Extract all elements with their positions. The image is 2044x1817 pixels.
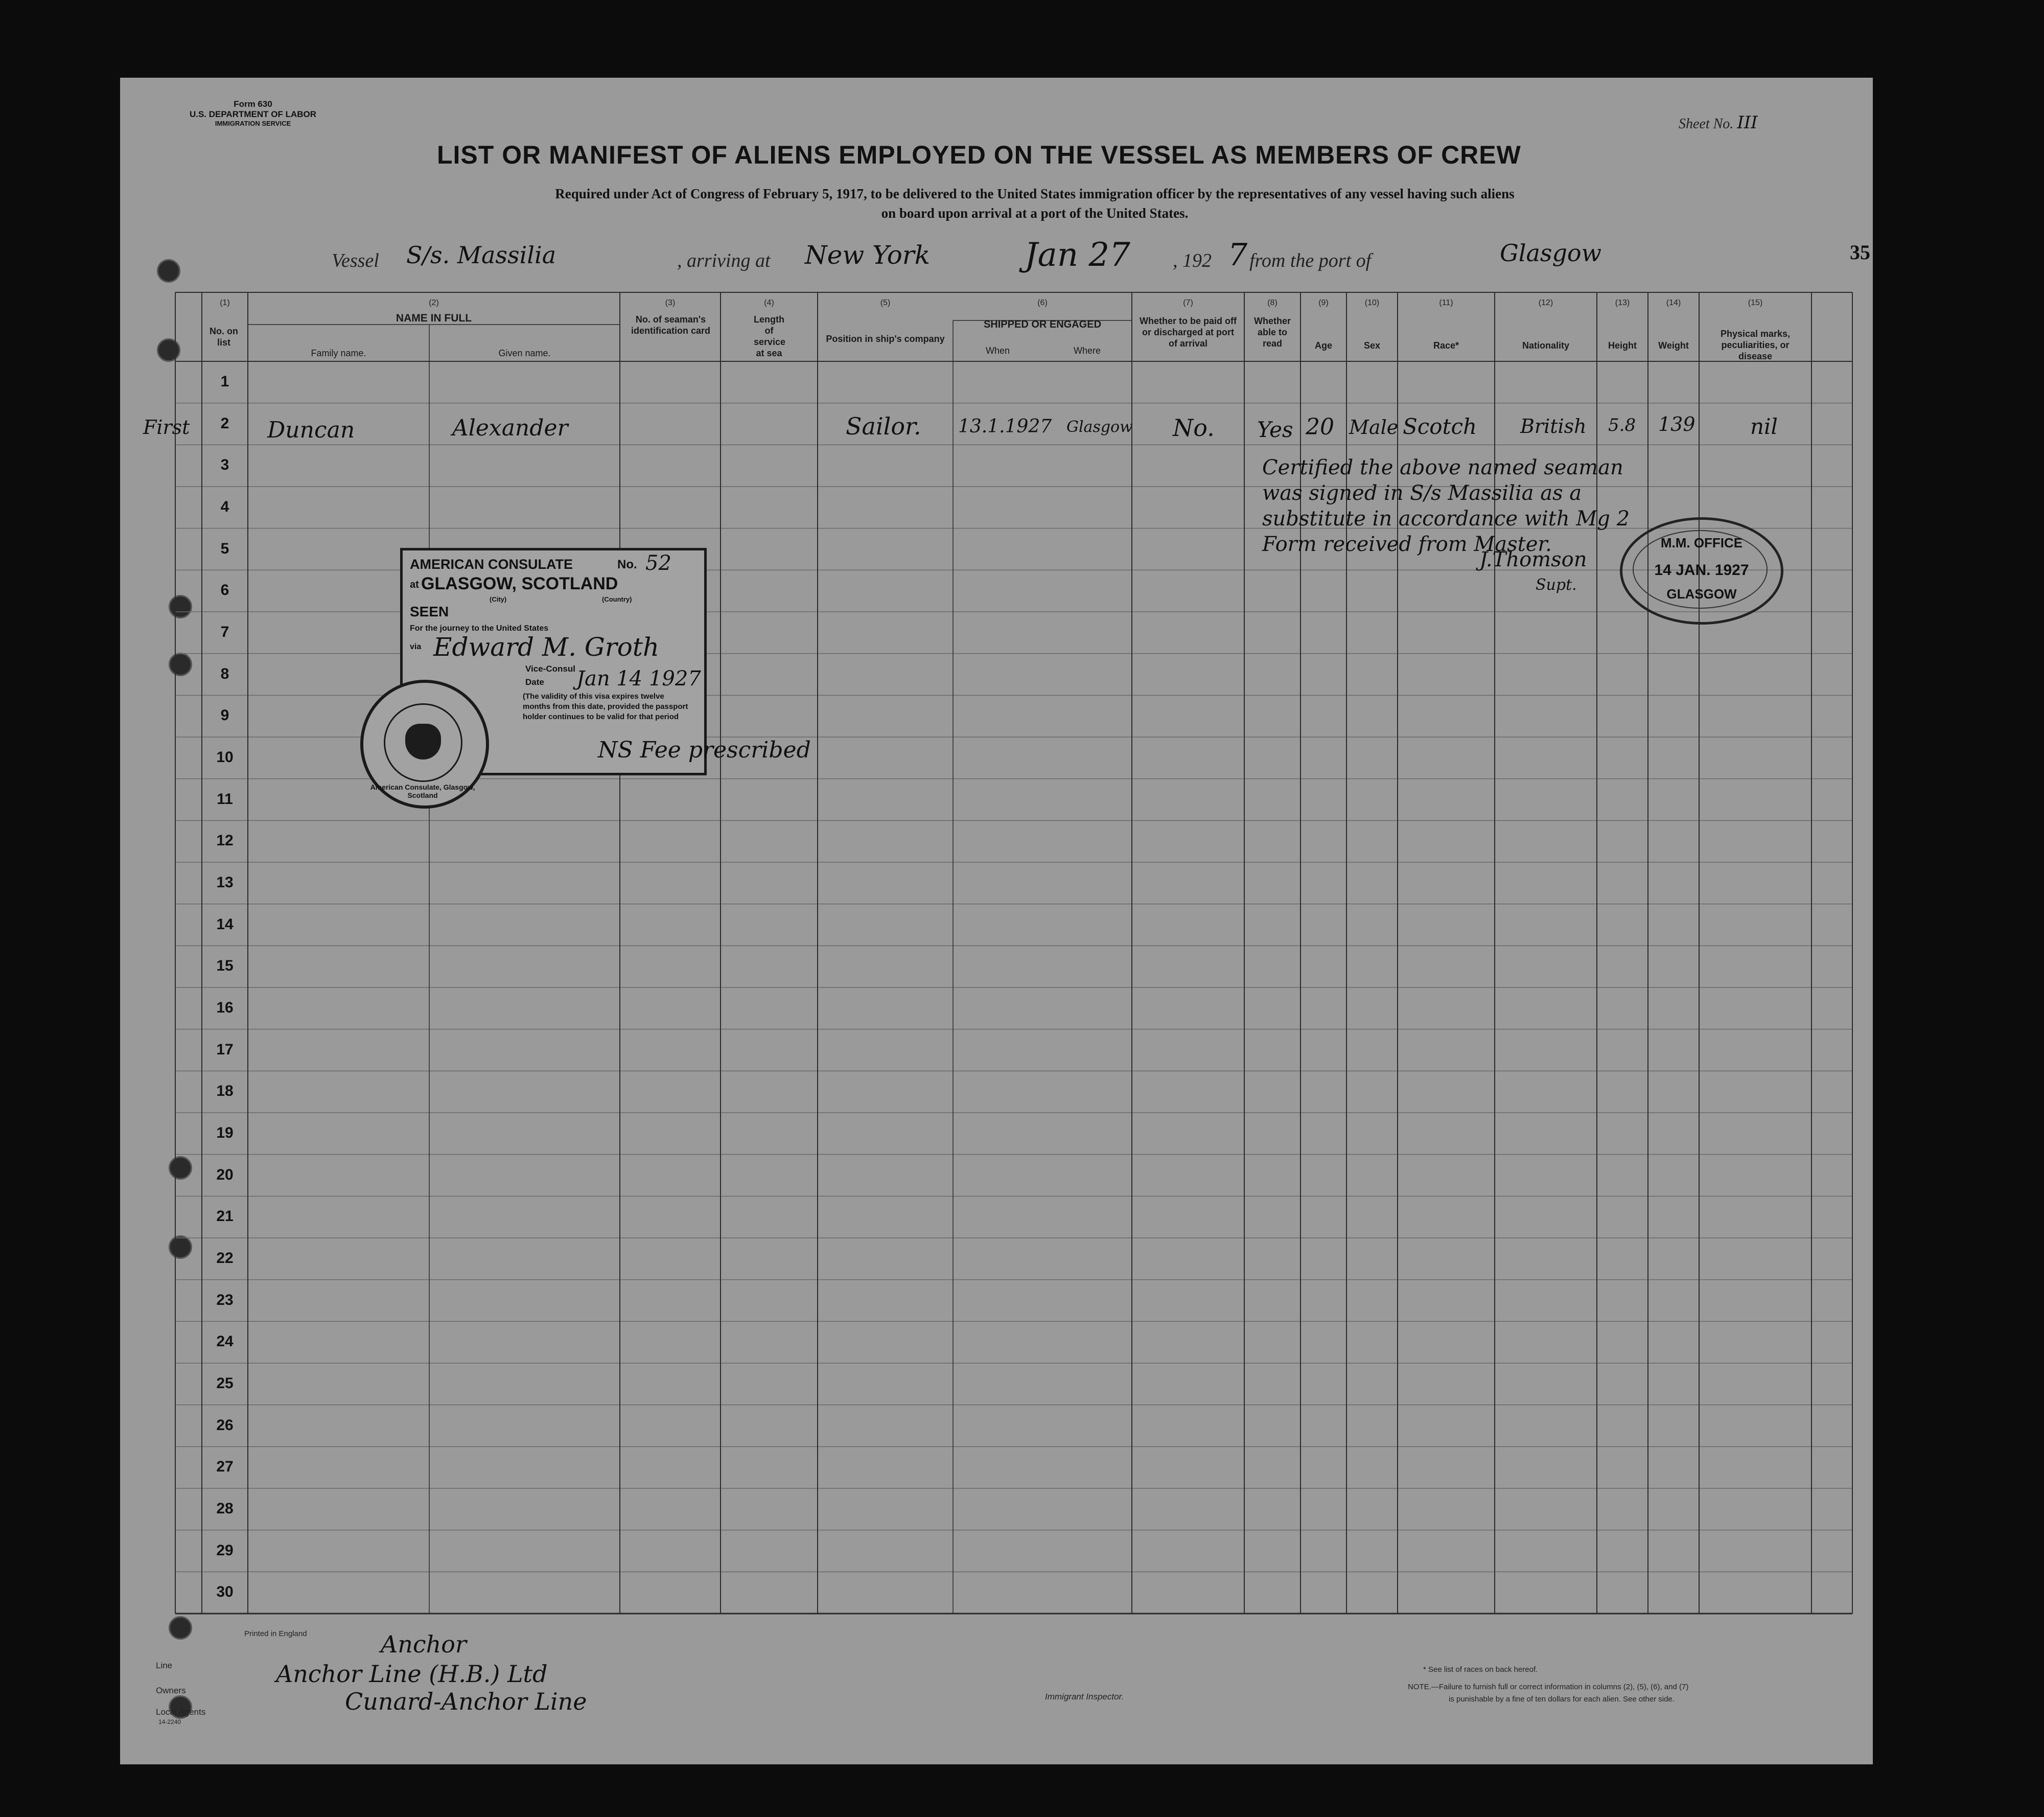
oval-stamp-top: M.M. OFFICE bbox=[1660, 535, 1743, 550]
row-number: 10 bbox=[216, 748, 234, 766]
consulate-seal bbox=[360, 680, 489, 809]
col-header-nationality: Nationality bbox=[1522, 340, 1569, 351]
row-number: 15 bbox=[216, 957, 234, 975]
col-num-3: (3) bbox=[665, 298, 676, 307]
consulate-seen: SEEN bbox=[410, 604, 449, 619]
row-number: 14 bbox=[216, 915, 234, 933]
row-number: 19 bbox=[216, 1124, 234, 1141]
manifest-table-grid bbox=[120, 78, 1873, 1764]
consulate-journey: For the journey to the United States bbox=[410, 624, 549, 633]
entry-age: 20 bbox=[1306, 414, 1334, 440]
row-number: 20 bbox=[216, 1166, 234, 1183]
line-label: Line bbox=[156, 1661, 173, 1670]
col-header-name: NAME IN FULL bbox=[396, 312, 472, 324]
col-num-7: (7) bbox=[1183, 298, 1193, 307]
row-number: 22 bbox=[216, 1249, 234, 1267]
row-number: 21 bbox=[216, 1208, 234, 1225]
certification-note: Certified the above named seaman was signed in S/s Massilia as a substitute in accordance with Mg 2 Form received from Master. bbox=[1262, 456, 1630, 556]
year-value: 7 bbox=[1228, 237, 1248, 273]
races-note: * See list of races on back hereof. bbox=[1423, 1665, 1538, 1674]
col-header-race: Race* bbox=[1433, 340, 1459, 351]
arrival-date: Jan 27 bbox=[1025, 236, 1130, 274]
row-number: 18 bbox=[216, 1083, 234, 1100]
entry-given-name: Alexander bbox=[452, 415, 568, 441]
col-num-13: (13) bbox=[1615, 298, 1630, 307]
arriving-label: , arriving at bbox=[677, 250, 771, 271]
col-header-age: Age bbox=[1314, 340, 1332, 351]
col-num-2: (2) bbox=[429, 298, 439, 307]
entry-race: Scotch bbox=[1403, 414, 1477, 439]
agents-value: Cunard-Anchor Line bbox=[345, 1688, 587, 1715]
col-num-11: (11) bbox=[1439, 298, 1453, 307]
col-header-sex: Sex bbox=[1363, 340, 1381, 351]
col-header-read: Whether able to read bbox=[1254, 316, 1291, 349]
col-num-15: (15) bbox=[1748, 298, 1763, 307]
superintendent-signature: J.Thomson bbox=[1479, 548, 1587, 571]
row-number: 29 bbox=[216, 1542, 234, 1559]
line-value: Anchor bbox=[381, 1630, 467, 1658]
entry-read: Yes bbox=[1257, 417, 1293, 442]
row-number: 27 bbox=[216, 1458, 234, 1476]
row-number: 5 bbox=[220, 540, 229, 557]
row-number: 23 bbox=[216, 1291, 234, 1308]
arrival-port: New York bbox=[805, 240, 930, 270]
row-number: 25 bbox=[216, 1374, 234, 1392]
row-number: 24 bbox=[216, 1333, 234, 1350]
year-prefix: , 192 bbox=[1173, 250, 1212, 271]
oval-stamp-bottom: GLASGOW bbox=[1666, 586, 1737, 602]
sheet-number: Sheet No. III bbox=[1679, 112, 1758, 133]
vice-consul-label: Vice-Consul bbox=[525, 664, 575, 674]
col-header-id-card: No. of seaman's identification card bbox=[631, 314, 711, 336]
vice-consul-signature: Edward M. Groth bbox=[433, 632, 660, 662]
col-num-1: (1) bbox=[220, 298, 230, 307]
agents-label: Local Agents bbox=[156, 1707, 206, 1717]
col-num-14: (14) bbox=[1666, 298, 1681, 307]
row-number: 2 bbox=[220, 415, 229, 432]
entry-paid-off: No. bbox=[1173, 414, 1215, 442]
vessel-name: S/s. Massilia bbox=[406, 241, 556, 269]
departure-port: Glasgow bbox=[1500, 239, 1602, 267]
manifest-sheet bbox=[120, 78, 1873, 1764]
page-number: 35 bbox=[1850, 241, 1870, 264]
row-number: 3 bbox=[220, 456, 229, 474]
col-num-6: (6) bbox=[1037, 298, 1048, 307]
sub-header-family: Family name. bbox=[311, 348, 366, 358]
col-header-weight: Weight bbox=[1658, 340, 1689, 351]
col-num-9: (9) bbox=[1318, 298, 1329, 307]
col-num-4: (4) bbox=[764, 298, 774, 307]
col-header-position: Position in ship's company bbox=[826, 334, 945, 344]
note-line-1: NOTE.—Failure to furnish full or correct information in columns (2), (5), (6), and (7) bbox=[1408, 1683, 1689, 1691]
form-code: 14-2240 bbox=[158, 1718, 181, 1726]
consulate-date-value: Jan 14 1927 bbox=[576, 667, 701, 691]
immigrant-inspector: Immigrant Inspector. bbox=[1045, 1692, 1124, 1701]
consulate-city: GLASGOW, SCOTLAND bbox=[421, 574, 618, 593]
page-title: LIST OR MANIFEST OF ALIENS EMPLOYED ON THE VESSEL AS MEMBERS OF CREW bbox=[437, 141, 1521, 169]
col-header-marks: Physical marks, peculiarities, or disease bbox=[1720, 329, 1791, 361]
row-number: 28 bbox=[216, 1500, 234, 1517]
superintendent-title: Supt. bbox=[1536, 576, 1577, 594]
entry-marks: nil bbox=[1750, 414, 1778, 439]
owners-label: Owners bbox=[156, 1686, 186, 1695]
row-number: 12 bbox=[216, 832, 234, 849]
col-num-10: (10) bbox=[1364, 298, 1380, 307]
vessel-label: Vessel bbox=[332, 250, 379, 271]
sub-header-given: Given name. bbox=[498, 348, 551, 358]
col-header-height: Height bbox=[1608, 340, 1637, 351]
consulate-country-sub: (Country) bbox=[602, 595, 632, 603]
owners-value: Anchor Line (H.B.) Ltd bbox=[276, 1660, 548, 1688]
consulate-city-sub: (City) bbox=[490, 595, 507, 603]
col-num-5: (5) bbox=[880, 298, 891, 307]
row-number: 13 bbox=[216, 873, 234, 891]
consulate-at: at bbox=[410, 579, 419, 590]
entry-weight: 139 bbox=[1658, 413, 1695, 435]
sub-header-where: Where bbox=[1073, 346, 1101, 356]
consulate-no-value: 52 bbox=[645, 551, 671, 575]
consulate-validity: (The validity of this visa expires twelve months from this date, provided the passport holder continues to be valid for that period bbox=[523, 692, 688, 721]
margin-note: First bbox=[143, 416, 190, 439]
col-header-paid-off: Whether to be paid off or discharged at port of arrival bbox=[1140, 316, 1237, 349]
row-number: 16 bbox=[216, 999, 234, 1016]
col-header-shipped: SHIPPED OR ENGAGED bbox=[983, 319, 1102, 330]
seal-text: American Consulate, Glasgow, Scotland bbox=[370, 783, 475, 799]
row-number: 9 bbox=[220, 707, 229, 724]
consulate-via: via bbox=[410, 642, 422, 651]
consulate-no-label: No. bbox=[617, 558, 637, 571]
entry-position: Sailor. bbox=[846, 412, 921, 440]
col-num-8: (8) bbox=[1267, 298, 1278, 307]
row-number: 7 bbox=[220, 623, 229, 640]
sub-header-when: When bbox=[985, 346, 1010, 356]
consulate-title: AMERICAN CONSULATE bbox=[410, 557, 573, 572]
form-number: Form 630 bbox=[234, 99, 272, 109]
oval-stamp-date: 14 JAN. 1927 bbox=[1654, 562, 1749, 579]
entry-family-name: Duncan bbox=[267, 417, 355, 443]
subtitle: Required under Act of Congress of February 5, 1917, to be delivered to the United States immigration officer by the representatives of any vessel having such aliens on board upon arrival at a port of the United States. bbox=[555, 186, 1515, 221]
eagle-icon bbox=[405, 724, 441, 760]
fee-note: NS Fee prescribed bbox=[598, 737, 811, 763]
row-number: 17 bbox=[216, 1041, 234, 1058]
row-number: 6 bbox=[220, 582, 229, 599]
row-number: 4 bbox=[220, 498, 229, 515]
row-number: 26 bbox=[216, 1416, 234, 1434]
col-header-no: No. on list bbox=[210, 326, 238, 348]
row-number: 11 bbox=[217, 790, 233, 808]
department: U.S. DEPARTMENT OF LABOR bbox=[189, 109, 317, 119]
consulate-date-label: Date bbox=[525, 677, 544, 687]
printed-in: Printed in England bbox=[244, 1629, 307, 1638]
mm-office-stamp bbox=[1620, 517, 1783, 625]
row-number: 1 bbox=[220, 373, 229, 390]
row-number: 30 bbox=[216, 1583, 234, 1601]
entry-where: Glasgow bbox=[1066, 418, 1133, 436]
row-number: 8 bbox=[220, 665, 229, 682]
from-label: from the port of bbox=[1249, 250, 1372, 271]
entry-nationality: British bbox=[1520, 415, 1587, 438]
service: IMMIGRATION SERVICE bbox=[215, 120, 291, 127]
col-num-12: (12) bbox=[1538, 298, 1553, 307]
note-line-2: is punishable by a fine of ten dollars for each alien. See other side. bbox=[1449, 1695, 1675, 1704]
entry-sex: Male bbox=[1349, 416, 1399, 439]
entry-height: 5.8 bbox=[1608, 415, 1636, 435]
col-header-length-service: Length of service at sea bbox=[754, 314, 786, 358]
entry-when: 13.1.1927 bbox=[958, 416, 1052, 437]
